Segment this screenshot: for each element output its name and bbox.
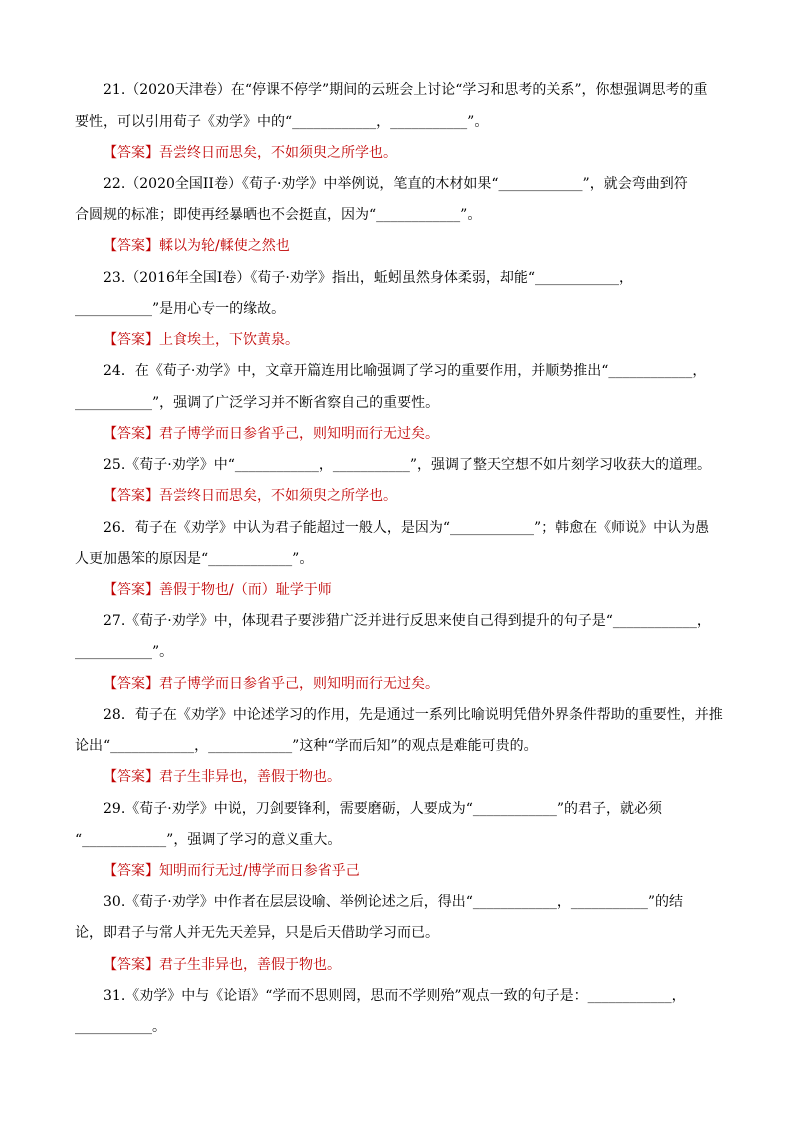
answer-26: 【答案】善假于物也/（而）耻学于师 xyxy=(103,582,332,598)
answer-29: 【答案】知明而行无过/博学而日参省乎己 xyxy=(103,863,360,879)
question-31-line-1: 31.《劝学》中与《论语》“学而不思则罔，思而不学则殆”观点一致的句子是：____________， xyxy=(103,988,686,1004)
question-28-line-2: 论出“____________，____________”这种“学而后知”的观点是难能可贵的。 xyxy=(75,738,538,754)
answer-22: 【答案】輮以为轮/輮使之然也 xyxy=(103,238,290,254)
question-29-line-2: “____________”，强调了学习的意义重大。 xyxy=(75,832,342,848)
question-29-line-1: 29.《荀子·劝学》中说，刀剑要锋利，需要磨砺，人要成为“____________”的君子，就必须 xyxy=(103,801,663,817)
answer-24: 【答案】君子博学而日参省乎己，则知明而行无过矣。 xyxy=(103,426,439,442)
question-25-line-1: 25.《荀子·劝学》中“____________，___________”，强调了整天空想不如片刻学习收获大的道理。 xyxy=(103,457,712,473)
question-21-line-2: 要性，可以引用荀子《劝学》中的“____________，___________”。 xyxy=(75,114,489,130)
answer-30: 【答案】君子生非异也，善假于物也。 xyxy=(103,957,341,973)
question-23-line-1: 23.（2016年全国Ⅰ卷）《荀子·劝学》指出，蚯蚓虽然身体柔弱，却能“____________， xyxy=(103,270,634,286)
question-28-line-1: 28．荀子在《劝学》中论述学习的作用，先是通过一系列比喻说明凭借外界条件帮助的重要性，并推 xyxy=(103,707,723,723)
question-26-line-1: 26．荀子在《劝学》中认为君子能超过一般人，是因为“____________”；韩愈在《师说》中认为愚 xyxy=(103,520,710,536)
question-30-line-1: 30.《荀子·劝学》中作者在层层设喻、举例论述之后，得出“____________，___________”的结 xyxy=(103,894,684,910)
question-22-line-1: 22.（2020全国II卷）《荀子·劝学》中举例说，笔直的木材如果“____________”，就会弯曲到符 xyxy=(103,176,688,192)
question-21-line-1: 21.（2020天津卷）在“停课不停学”期间的云班会上讨论“学习和思考的关系”，你想强调思考的重 xyxy=(103,82,708,98)
answer-23: 【答案】上食埃土，下饮黄泉。 xyxy=(103,332,299,348)
question-23-line-2: ___________”是用心专一的缘故。 xyxy=(75,301,286,317)
question-24-line-2: ___________”，强调了广泛学习并不断省察自己的重要性。 xyxy=(75,395,440,411)
question-27-line-2: ___________”。 xyxy=(75,644,174,660)
question-30-line-2: 论，即君子与常人并无先天差异，只是后天借助学习而已。 xyxy=(75,925,439,941)
question-26-line-2: 人更加愚笨的原因是“____________”。 xyxy=(75,551,314,567)
question-31-line-2: ___________。 xyxy=(75,1019,166,1035)
question-27-line-1: 27.《荀子·劝学》中，体现君子要涉猎广泛并进行反思来使自己得到提升的句子是“____________， xyxy=(103,613,711,629)
answer-25: 【答案】吾尝终日而思矣，不如须臾之所学也。 xyxy=(103,488,397,504)
answer-27: 【答案】君子博学而日参省乎己，则知明而行无过矣。 xyxy=(103,676,439,692)
question-24-line-1: 24．在《荀子·劝学》中，文章开篇连用比喻强调了学习的重要作用，并顺势推出“____________， xyxy=(103,363,707,379)
answer-28: 【答案】君子生非异也，善假于物也。 xyxy=(103,769,341,785)
answer-21: 【答案】吾尝终日而思矣，不如须臾之所学也。 xyxy=(103,145,397,161)
question-22-line-2: 合圆规的标准；即使再经暴晒也不会挺直，因为“____________”。 xyxy=(75,207,482,223)
